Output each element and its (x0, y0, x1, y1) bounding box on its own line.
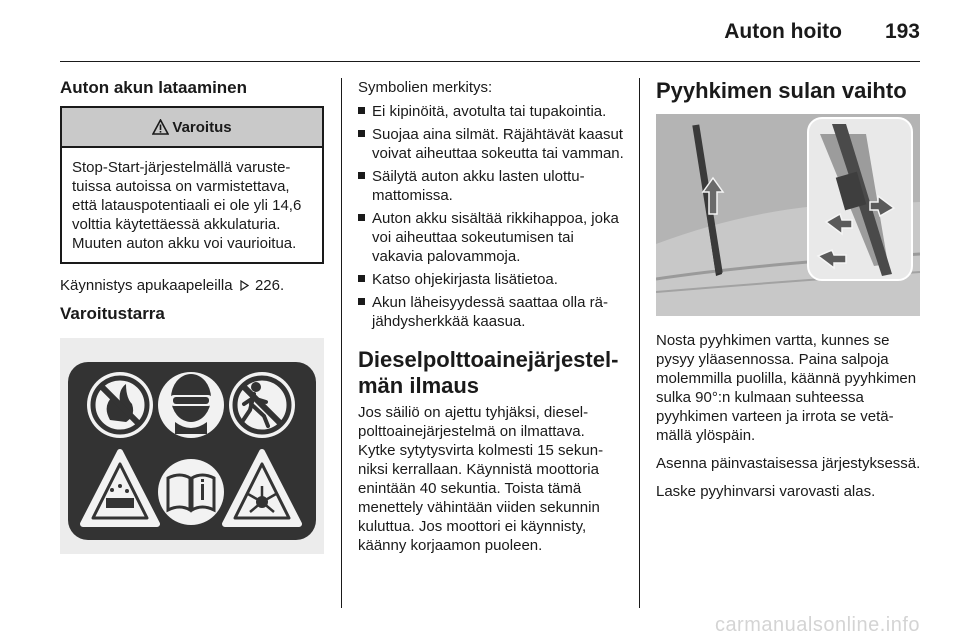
column-1 (60, 78, 324, 559)
list-item: Säilytä auton akku lasten ulottumattomissa. (358, 167, 626, 205)
list-item: Katso ohjekirjasta lisätietoa. (358, 270, 626, 289)
wiper-step-2: Asenna päinvastaisessa järjestyksessä. (656, 455, 921, 472)
column-2 (358, 78, 626, 564)
keep-away-children-symbol (229, 372, 295, 438)
symbol-meaning-list (358, 102, 626, 331)
no-fire-symbol (87, 372, 153, 438)
warning-title: Varoitus (172, 118, 232, 136)
column-divider-2 (639, 78, 640, 608)
warning-triangle-icon (152, 119, 169, 135)
jump-start-reference (60, 276, 324, 295)
read-manual-symbol (158, 459, 224, 525)
jump-start-page-link[interactable]: 226. (254, 277, 285, 294)
triangle-arrow-icon (240, 280, 249, 291)
jump-start-text: Käynnistys apukaapeleilla (60, 277, 233, 294)
diesel-bleeding-text: Jos säiliö on ajettu tyhjäksi, dieselpolttoainejärjestelmä on ilmattava. Kytke sytytysvirta kolmesti 15 sekunniksi kerrallaan. Käynnistä moottoria enintään 40 sekuntia. Toista tämä menettely vähintään viiden sekunnin kuluttua. Jos moottori ei käynnisty, käänny korjaamon puoleen. (358, 404, 604, 554)
wiper-blade-illustration (656, 114, 920, 316)
warning-box-header (62, 108, 322, 148)
list-item: Suojaa aina silmät. Räjähtävät kaasut voivat aiheuttaa sokeutta tai vamman. (358, 125, 626, 163)
battery-charging-heading: Auton akun lataaminen (60, 78, 248, 97)
page-header (0, 0, 960, 62)
column-3 (656, 78, 922, 510)
column-divider-1 (341, 78, 342, 608)
warning-box (60, 106, 324, 264)
wiper-blade-heading: Pyyhkimen sulan vaihto (656, 78, 907, 103)
list-item: Akun läheisyydessä saattaa olla räjähdysherkkää kaasua. (358, 293, 626, 331)
header-divider (60, 61, 920, 62)
page-number: 193 (884, 20, 920, 43)
section-title: Auton hoito (724, 20, 842, 43)
battery-warning-label-image (60, 338, 324, 554)
warning-label-heading: Varoitustarra (60, 304, 165, 323)
wiper-step-1: Nosta pyyhkimen vartta, kunnes se pysyy yläasennossa. Paina salpoja molemmilla puolilla, käännä pyyhkimen sulka 90°:n kulmaan suhteessa pyyhkimen varteen ja irrota se vetämällä ylöspäin. (656, 332, 917, 444)
diesel-bleeding-heading: Dieselpolttoainejärjestelmän ilmaus (358, 347, 619, 398)
warning-text: Stop-Start-järjestelmällä varustetuissa autoissa on varmistettava, että latauspotentiaali ei ole yli 14,6 volttia käytettäessä akkulaturia. Muuten auton akku voi vaurioitua. (72, 159, 302, 252)
wiper-step-3: Laske pyyhinvarsi varovasti alas. (656, 483, 876, 500)
list-item: Ei kipinöitä, avotulta tai tupakointia. (358, 102, 626, 121)
eye-protection-symbol (158, 372, 224, 438)
symbols-intro: Symbolien merkitys: (358, 79, 493, 96)
list-item: Auton akku sisältää rikkihappoa, joka voi aiheuttaa sokeutumisen tai vakavia palovammoja. (358, 209, 626, 266)
watermark: carmanualsonline.info (714, 614, 920, 636)
